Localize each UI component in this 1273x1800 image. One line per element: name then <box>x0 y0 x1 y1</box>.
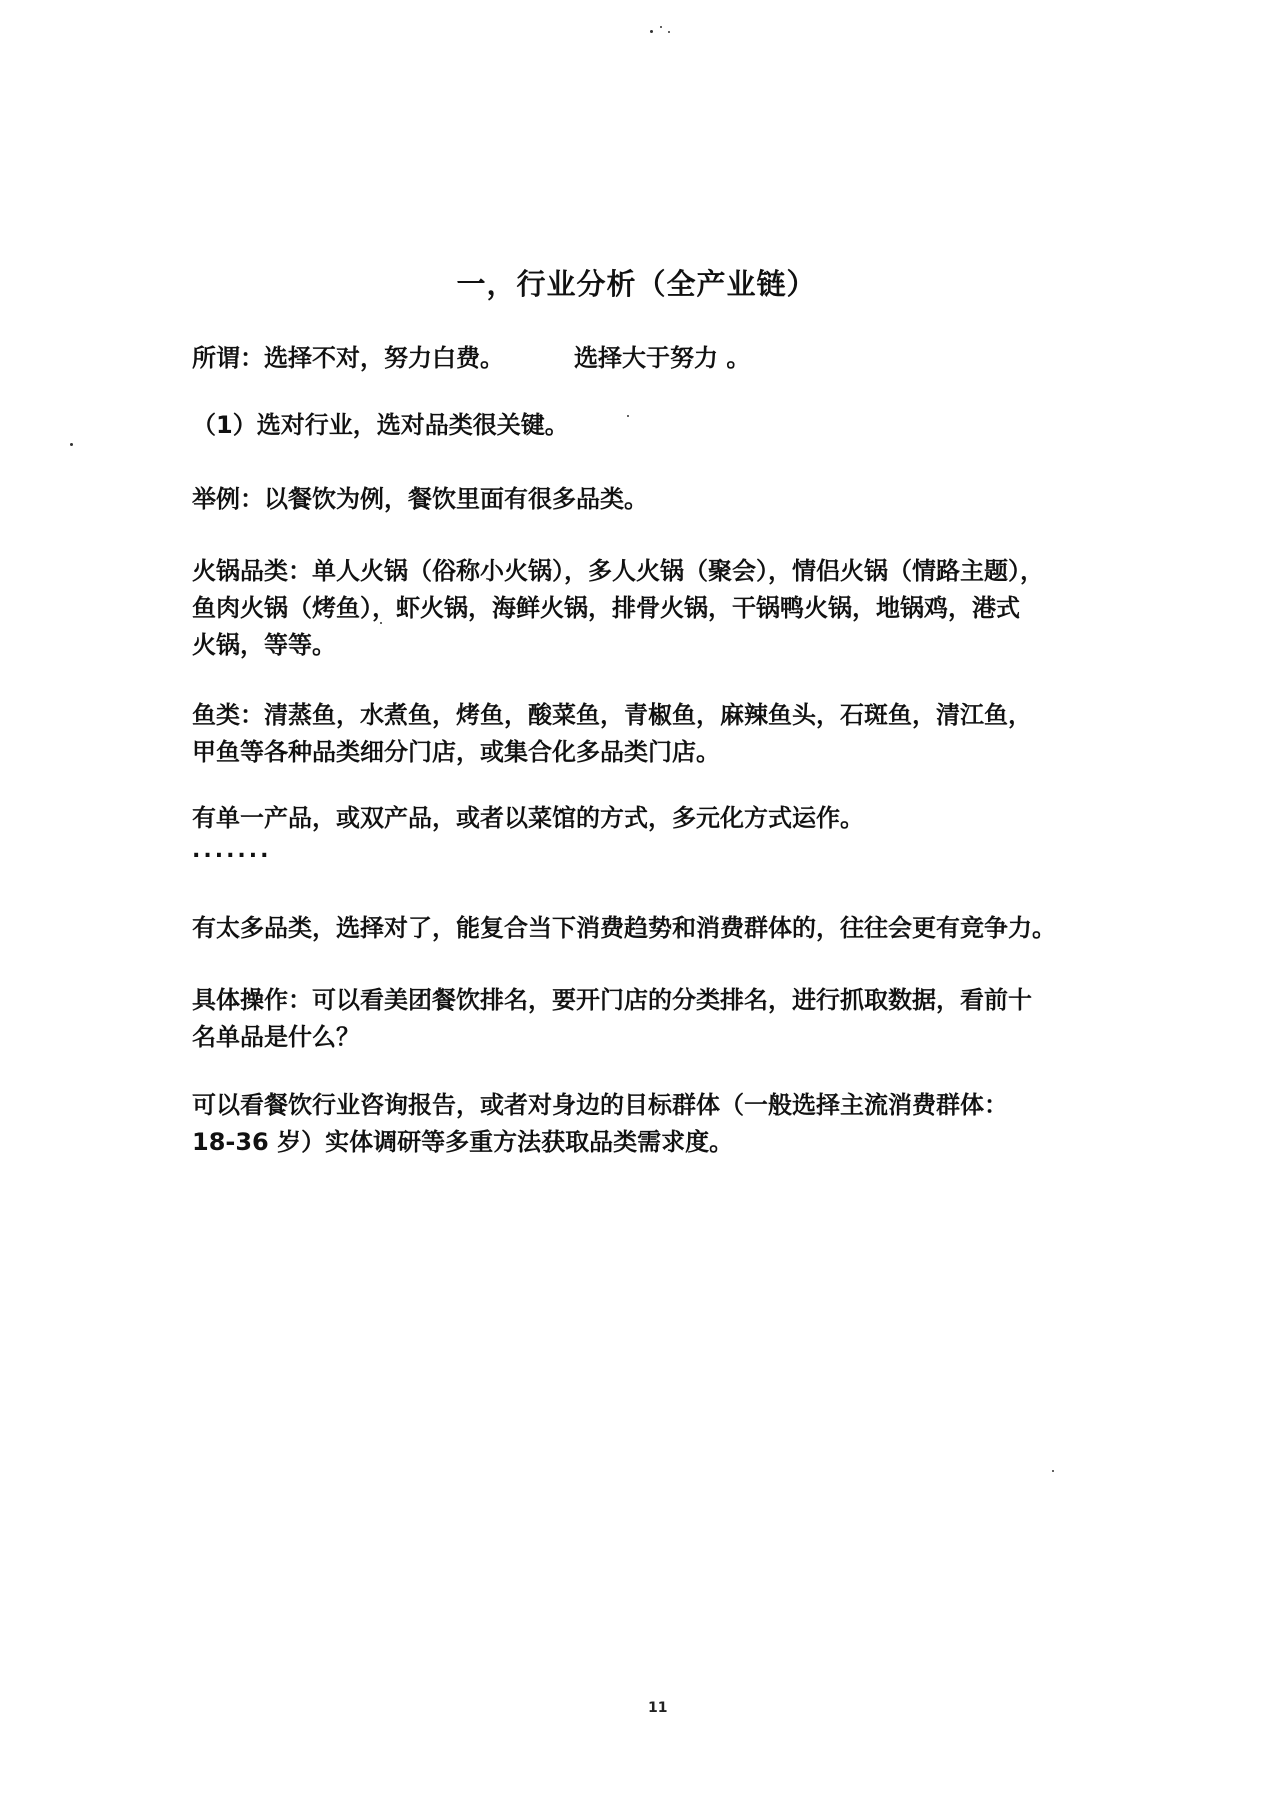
scan-speck <box>650 30 653 33</box>
hotpot-line-3: 火锅，等等。 <box>192 631 336 659</box>
scan-speck <box>70 443 73 446</box>
ellipsis: ....... <box>192 838 272 863</box>
scan-speck <box>1052 1470 1054 1472</box>
hotpot-paragraph <box>192 553 1152 664</box>
intro-paragraph <box>192 340 1152 377</box>
research-line-2: 18-36 岁）实体调研等多重方法获取品类需求度。 <box>192 1128 734 1156</box>
page-number: 11 <box>648 1700 668 1716</box>
fish-paragraph <box>192 697 1152 771</box>
scan-speck <box>668 31 670 33</box>
categories-paragraph: 有太多品类，选择对了，能复合当下消费趋势和消费群体的，往往会更有竞争力。 <box>192 914 1056 942</box>
operation-line-1: 具体操作：可以看美团餐饮排名，要开门店的分类排名，进行抓取数据，看前十 <box>192 986 1032 1014</box>
intro-part-1: 所谓：选择不对，努力白费。 <box>192 344 504 372</box>
fish-line-2: 甲鱼等各种品类细分门店，或集合化多品类门店。 <box>192 738 720 766</box>
products-paragraph: 有单一产品，或双产品，或者以菜馆的方式，多元化方式运作。 <box>192 804 864 832</box>
section-title: 一，行业分析（全产业链） <box>456 267 817 301</box>
operation-line-2: 名单品是什么？ <box>192 1023 360 1051</box>
example-paragraph: 举例：以餐饮为例，餐饮里面有很多品类。 <box>192 485 648 513</box>
intro-part-2: 选择大于努力 。 <box>574 344 751 372</box>
research-line-1: 可以看餐饮行业咨询报告，或者对身边的目标群体（一般选择主流消费群体： <box>192 1091 1008 1119</box>
operation-paragraph <box>192 982 1152 1056</box>
point-1-paragraph: （1）选对行业，选对品类很关键。 <box>192 411 569 439</box>
hotpot-line-1: 火锅品类：单人火锅（俗称小火锅），多人火锅（聚会），情侣火锅（情路主题）， <box>192 557 1044 585</box>
fish-line-1: 鱼类：清蒸鱼，水煮鱼，烤鱼，酸菜鱼，青椒鱼，麻辣鱼头，石斑鱼，清江鱼， <box>192 701 1032 729</box>
scan-speck <box>660 26 662 28</box>
hotpot-line-2: 鱼肉火锅（烤鱼），虾火锅，海鲜火锅，排骨火锅，干锅鸭火锅，地锅鸡，港式 <box>192 594 1020 622</box>
research-paragraph <box>192 1087 1152 1161</box>
